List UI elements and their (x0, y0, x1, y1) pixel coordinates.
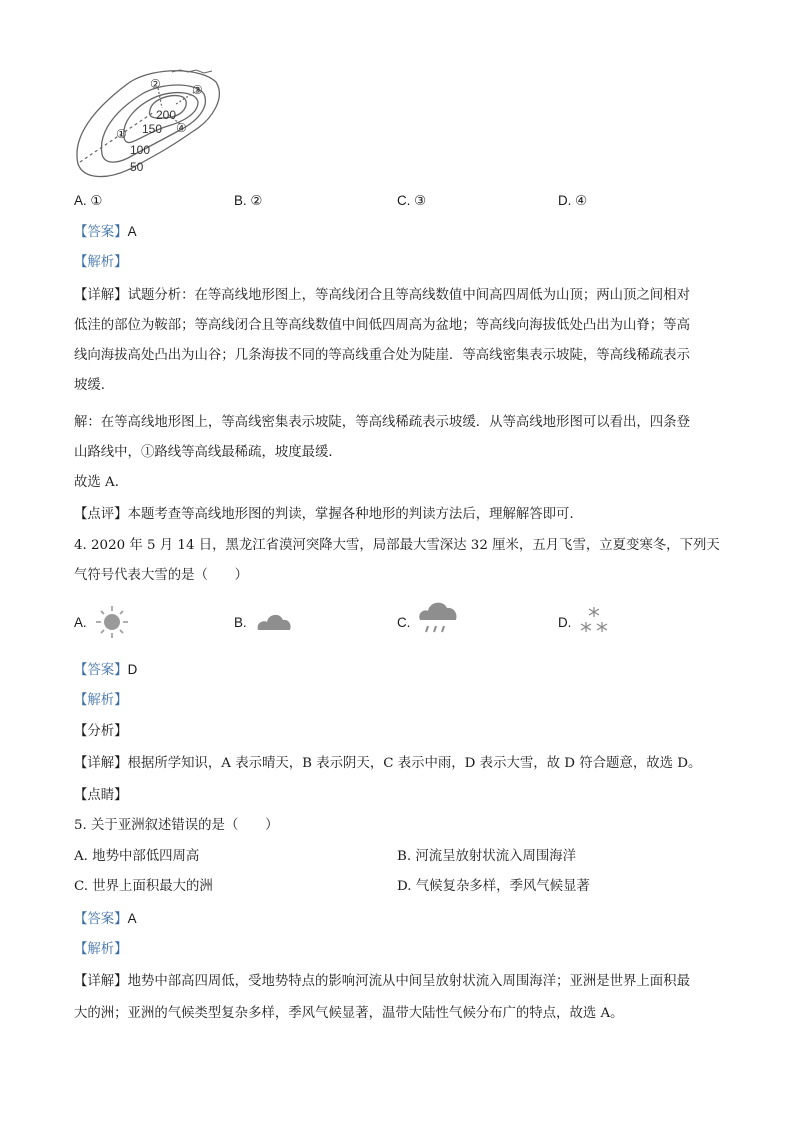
q3-solution-line-1: 解：在等高线地形图上，等高线密集表示坡陡，等高线稀疏表示坡缓．从等高线地形图可以看出，四条登 (74, 415, 690, 430)
q4-analysis-tag: 【解析】 (74, 693, 128, 708)
q3-answer-line (74, 222, 137, 243)
map-point-4: ④ (176, 121, 187, 135)
q5-option-b: B. 河流呈放射状流入周围海洋 (397, 849, 577, 864)
sun-icon (92, 602, 132, 642)
snow-icon (576, 604, 612, 640)
q5-analysis-tag: 【解析】 (74, 942, 128, 957)
contour-label-100: 100 (130, 143, 151, 157)
q4-option-d-label: D. (558, 615, 572, 630)
answer-tag: 【答案】 (74, 912, 128, 927)
detail-tag: 【详解】 (74, 974, 128, 989)
answer-value: A (127, 224, 137, 239)
answer-tag: 【答案】 (74, 663, 128, 678)
comment-tag: 【点评】 (74, 507, 128, 522)
q4-option-a-label: A. (74, 615, 87, 630)
q5-detail-line-2: 大的洲；亚洲的气候类型复杂多样，季风气候显著，温带大陆性气候分布广的特点，故选 A。 (74, 1006, 624, 1021)
q3-analysis-tag: 【解析】 (74, 255, 128, 270)
map-point-1: ① (116, 127, 127, 141)
contour-label-50: 50 (130, 160, 144, 174)
q4-answer-line (74, 660, 137, 681)
detail-tag: 【详解】 (74, 288, 128, 303)
contour-label-150: 150 (142, 122, 163, 136)
q5-answer-line (74, 909, 137, 930)
q3-option-a: A. ① (74, 193, 103, 208)
q3-comment-line (74, 505, 583, 525)
map-point-2: ② (150, 77, 161, 91)
answer-value: A (127, 911, 137, 926)
answer-value: D (127, 662, 138, 677)
map-point-3: ③ (192, 83, 203, 97)
q3-option-d: D. ④ (558, 193, 588, 208)
contour-map-figure (72, 68, 232, 180)
q4-option-c-label: C. (397, 615, 411, 630)
q3-option-b: B. ② (234, 193, 263, 208)
q3-detail-line-4: 坡缓． (74, 378, 115, 393)
q4-fenxi-tag: 【分析】 (74, 724, 128, 739)
rain-icon (414, 596, 462, 640)
q3-detail-line-3: 线向海拔高处凸出为山谷；几条海拔不同的等高线重合处为陡崖．等高线密集表示坡陡，等高线稀疏表示 (74, 348, 690, 363)
q4-detail-line (74, 754, 701, 774)
q5-stem: 5. 关于亚洲叙述错误的是（ ） (74, 818, 279, 833)
detail-text: 根据所学知识，A 表示晴天，B 表示阴天，C 表示中雨，D 表示大雪，故 D 符合题意，故选 D。 (127, 756, 702, 771)
detail-text: 地势中部高四周低，受地势特点的影响河流从中间呈放射状流入周围海洋；亚洲是世界上面积最 (127, 974, 690, 989)
q3-solution-line-2: 山路线中，①路线等高线最稀疏，坡度最缓． (74, 445, 342, 460)
detail-text: 试题分析：在等高线地形图上，等高线闭合且等高线数值中间高四周低为山顶；两山顶之间相对 (127, 288, 690, 303)
q5-option-a: A. 地势中部低四周高 (74, 849, 200, 864)
q4-option-b-label: B. (234, 615, 247, 630)
q5-option-d: D. 气候复杂多样，季风气候显著 (397, 879, 590, 894)
comment-text: 本题考查等高线地形图的判读，掌握各种地形的判读方法后，理解解答即可． (127, 507, 583, 522)
contour-label-200: 200 (156, 108, 177, 122)
detail-tag: 【详解】 (74, 756, 128, 771)
q5-option-c: C. 世界上面积最大的洲 (74, 879, 213, 894)
q3-detail-line-1 (74, 286, 690, 306)
q4-stem-line-1: 4. 2020 年 5 月 14 日，黑龙江省漠河突降大雪，局部最大雪深达 32 厘米，五月飞雪，立夏变寒冬，下列天 (74, 538, 720, 553)
q3-option-c: C. ③ (397, 193, 427, 208)
q3-choose: 故选 A． (74, 475, 129, 490)
cloud-icon (254, 608, 294, 634)
q3-detail-line-2: 低洼的部位为鞍部；等高线闭合且等高线数值中间低四周高为盆地；等高线向海拔低处凸出为山脊；等高 (74, 318, 690, 333)
q4-dianjing-tag: 【点睛】 (74, 788, 128, 803)
q5-detail-line-1 (74, 972, 690, 992)
answer-tag: 【答案】 (74, 225, 128, 240)
q4-stem-line-2: 气符号代表大雪的是（ ） (74, 568, 249, 583)
